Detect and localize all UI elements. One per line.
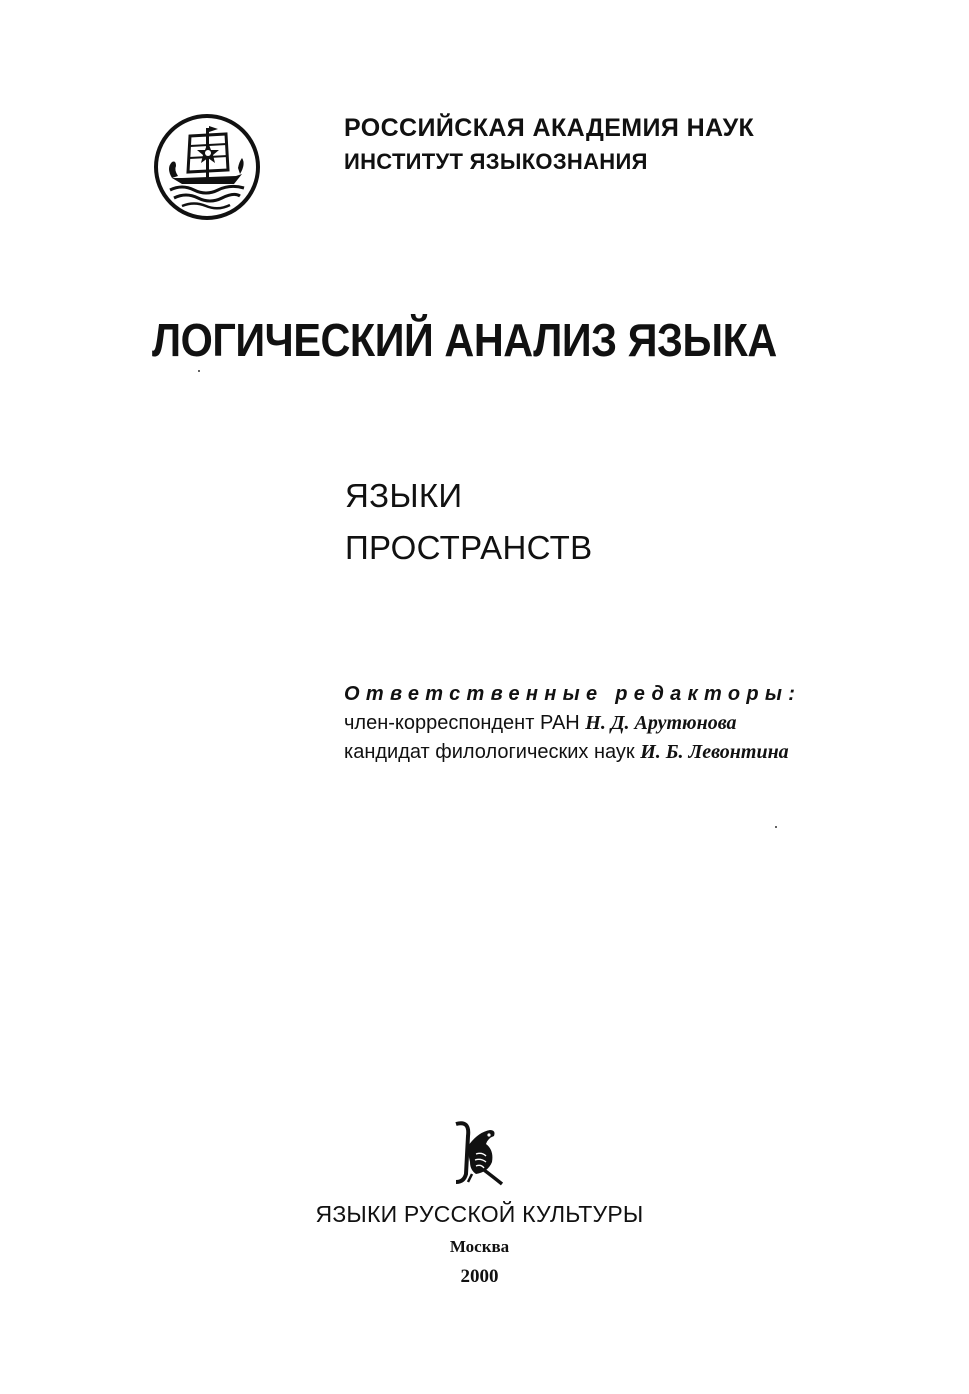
publisher-bird-letter-icon xyxy=(448,1118,508,1186)
editors-heading: Ответственные редакторы: xyxy=(344,683,802,705)
print-speck xyxy=(775,826,777,828)
publisher-city: Москва xyxy=(449,1237,510,1256)
print-speck xyxy=(198,370,200,372)
subtitle-line-2: ПРОСТРАНСТВ xyxy=(345,529,593,566)
book-subtitle xyxy=(345,470,592,574)
institute-name: ИНСТИТУТ ЯЗЫКОЗНАНИЯ xyxy=(344,149,648,174)
publisher-name: ЯЗЫКИ РУССКОЙ КУЛЬТУРЫ xyxy=(315,1201,644,1227)
editor-1-name: Н. Д. Арутюнова xyxy=(585,712,737,734)
editor-1-title: член-корреспондент РАН xyxy=(344,712,580,734)
editors-block xyxy=(344,680,801,767)
publisher-block xyxy=(0,1196,969,1292)
publication-year: 2000 xyxy=(460,1266,499,1287)
editor-2-title: кандидат филологических наук xyxy=(344,741,635,763)
academy-name: РОССИЙСКАЯ АКАДЕМИЯ НАУК xyxy=(344,114,755,142)
editor-row-1 xyxy=(344,709,801,738)
ship-emblem-icon xyxy=(152,112,262,222)
subtitle-line-1: ЯЗЫКИ xyxy=(345,477,463,514)
book-title: ЛОГИЧЕСКИЙ АНАЛИЗ ЯЗЫКА xyxy=(152,314,777,366)
editor-2-name: И. Б. Левонтина xyxy=(640,741,789,763)
institution-block xyxy=(344,110,754,178)
editor-row-2 xyxy=(344,738,801,767)
